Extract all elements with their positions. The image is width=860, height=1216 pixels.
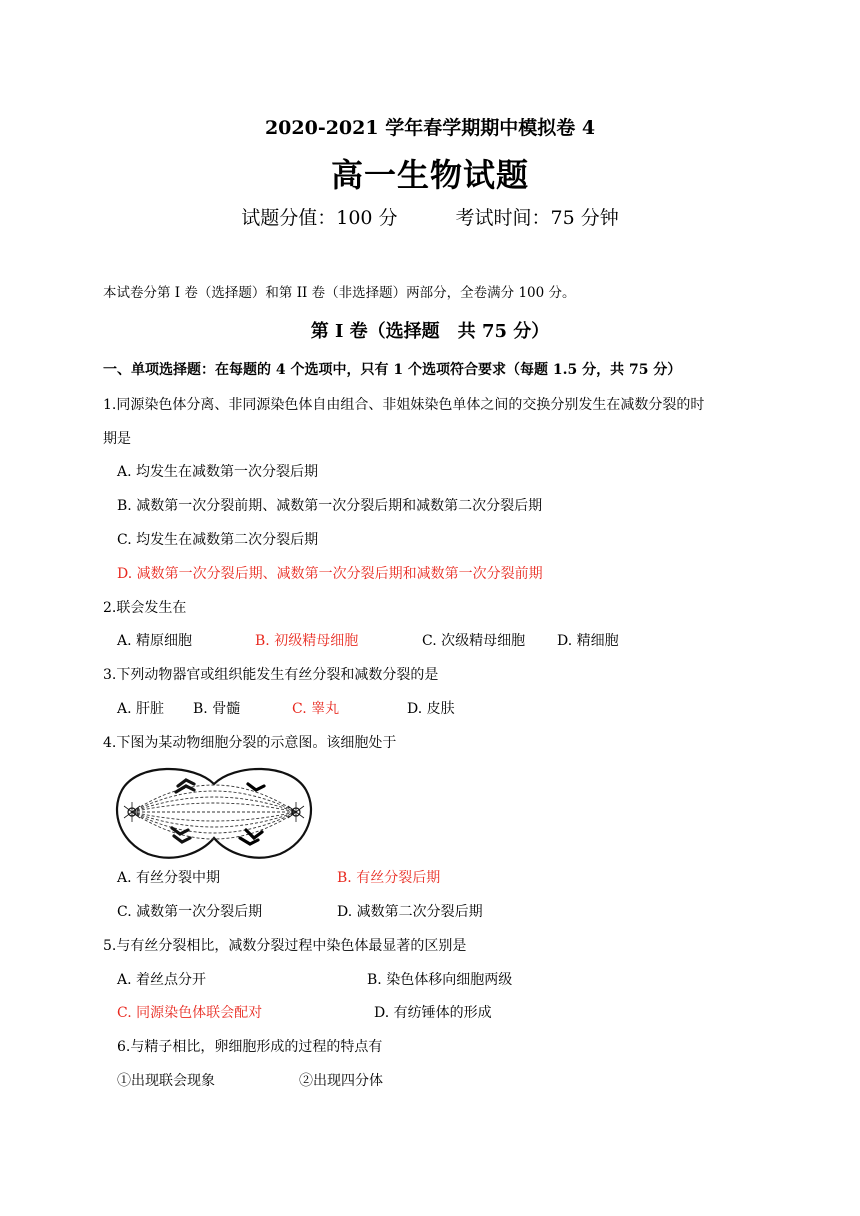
section-title: 第 I 卷（选择题 共 75 分） (310, 321, 550, 342)
cell-membrane (117, 769, 311, 858)
q4-stem: 4.下图为某动物细胞分裂的示意图。该细胞处于 (103, 735, 397, 751)
q1-option-d-answer: D. 减数第一次分裂后期、减数第一次分裂后期和减数第一次分裂前期 (117, 566, 543, 582)
q1-option-b: B. 减数第一次分裂前期、减数第一次分裂后期和减数第二次分裂后期 (117, 498, 543, 514)
q5-option-d: D. 有纺锤体的形成 (374, 1005, 492, 1021)
q5-stem: 5.与有丝分裂相比，减数分裂过程中染色体最显著的区别是 (103, 938, 467, 954)
q2-option-a: A. 精原细胞 (117, 633, 193, 649)
intro-text: 本试卷分第 I 卷（选择题）和第 II 卷（非选择题）两部分，全卷满分 100 分。 (103, 285, 576, 301)
q1-stem-line1: 1.同源染色体分离、非同源染色体自由组合、非姐妹染色单体之间的交换分别发生在减数分裂的时 (103, 397, 705, 413)
q4-option-b-answer: B. 有丝分裂后期 (337, 870, 441, 886)
q1-option-c: C. 均发生在减数第二次分裂后期 (117, 532, 319, 548)
section-instruction: 一、单项选择题：在每题的 4 个选项中，只有 1 个选项符合要求（每题 1.5 分，共 75 分） (103, 362, 682, 378)
q1-option-a: A. 均发生在减数第一次分裂后期 (117, 464, 319, 480)
cell-division-diagram (114, 764, 314, 860)
q3-option-a: A. 肝脏 (117, 701, 165, 717)
q4-option-a: A. 有丝分裂中期 (117, 870, 221, 886)
q2-option-b-answer: B. 初级精母细胞 (255, 633, 359, 649)
q3-option-c-answer: C. 睾丸 (292, 701, 340, 717)
q4-option-c: C. 减数第一次分裂后期 (117, 904, 263, 920)
q6-item-2: ②出现四分体 (299, 1073, 383, 1089)
q5-option-a: A. 着丝点分开 (117, 972, 207, 988)
q2-option-c: C. 次级精母细胞 (422, 633, 526, 649)
q3-option-d: D. 皮肤 (407, 701, 455, 717)
q5-option-c-answer: C. 同源染色体联会配对 (117, 1005, 263, 1021)
exam-info (0, 203, 860, 230)
q2-stem: 2.联会发生在 (103, 600, 187, 616)
q6-stem: 6.与精子相比，卵细胞形成的过程的特点有 (117, 1039, 383, 1055)
q3-option-b: B. 骨髓 (193, 701, 241, 717)
score-label: 试题分值：100 分 (241, 207, 398, 229)
spindle-fibers (132, 785, 296, 839)
q6-item-1: ①出现联会现象 (117, 1073, 215, 1089)
centrosome-right (288, 802, 304, 822)
q1-stem-line2: 期是 (103, 431, 131, 447)
q2-option-d: D. 精细胞 (557, 633, 619, 649)
q5-option-b: B. 染色体移向细胞两级 (367, 972, 513, 988)
subject-title: 高一生物试题 (330, 156, 529, 194)
q3-stem: 3.下列动物器官或组织能发生有丝分裂和减数分裂的是 (103, 667, 439, 683)
exam-title: 2020-2021 学年春学期期中模拟卷 4 (264, 117, 596, 139)
q4-option-d: D. 减数第二次分裂后期 (337, 904, 483, 920)
time-label: 考试时间：75 分钟 (455, 207, 619, 229)
